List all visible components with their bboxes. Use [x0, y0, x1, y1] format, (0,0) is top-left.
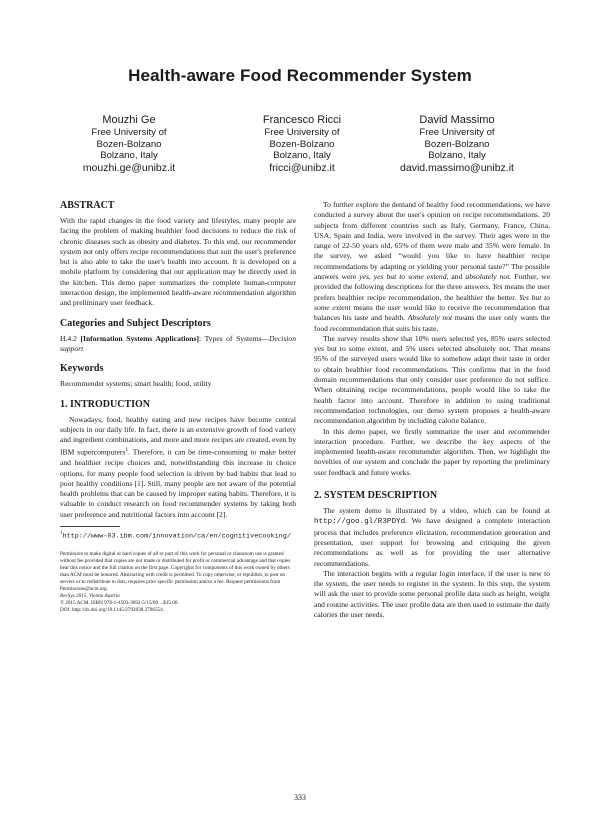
author-location: Bolzano, Italy — [100, 150, 158, 162]
introduction-section — [60, 399, 296, 541]
permission-notice — [60, 551, 296, 614]
author-location: Bolzano, Italy — [428, 150, 486, 162]
author-block — [372, 114, 542, 174]
footnote-url[interactable]: http://www-03.ibm.com/innovation/ca/en/cognitivecooking/ — [62, 532, 291, 541]
right-column — [314, 200, 550, 620]
text: . We have designed a complete interaction process that includes preference elicitation, recommendation generation and presentation, user support for browsing and critiquing the given recommendations as well as for providing the user alternative recommendations. — [314, 516, 550, 568]
author-affiliation: Free University of — [91, 127, 167, 138]
italic-text: Yes — [492, 282, 503, 292]
abstract-heading: ABSTRACT — [60, 200, 115, 211]
text: means the user would like to receive the recommendation that balances his taste and health. — [314, 302, 550, 323]
survey-paragraph — [314, 200, 550, 334]
results-paragraph: The survey results show that 10% users selected yes, 85% users selected yes but to some extent, and 5% users selected absolutely not. That means 95% of the surveyed users would like to somehow adapt their taste in order to obtain healthier food recommendations. This confirms that in the food domain recommendations that only consider user preference do not suffice. When obtaining recipe recommendations, people would like to take the health factor into account. Therefore in addition to using traditional recommendation technologies, our demo system proposes a health-aware recommendation algorithm by including calorie balance. — [314, 333, 550, 426]
system-paragraph — [314, 506, 550, 569]
author-affiliation: Free University of — [264, 127, 340, 138]
author-block — [217, 114, 387, 174]
category-code: H.4.2 — [60, 333, 81, 343]
author-affiliation: Free University of — [419, 127, 495, 138]
introduction-paragraph — [60, 415, 296, 521]
categories-heading: Categories and Subject Descriptors — [60, 317, 211, 329]
permission-text: Permission to make digital or hard copies of all or part of this work for personal or classroom use is granted without fee provided that copies are not made or distributed for profit or commercial advantage and that copies bear this notice and the full citation on the first page. Copyrights for components of this work owned by others than ACM must be honored. Abstracting with credit is permitted. To copy otherwise, or republish, to post on servers or to redistribute to lists, requires prior specific permission and/or a fee. Request permissions from Permissions@acm.org. — [60, 550, 291, 592]
author-email: mouzhi.ge@unibz.it — [82, 161, 176, 174]
text: and — [448, 272, 466, 282]
text: means the user only wants the food recommendation that suits his taste. — [314, 313, 550, 333]
footnote — [60, 526, 296, 541]
keywords-text: Recommender systems; smart health; food, utility — [60, 379, 212, 389]
author-affiliation: Bozen-Bolzano — [96, 138, 162, 150]
intro-text: Nowadays, food, healthy eating and new recipes have become central subjects in our daily life. In fact, there is an extensive growth of food variety and ingredient combinations, and more and more recipes are created, even by IBM supercomputers — [60, 414, 296, 457]
author-email: fricci@unibz.it — [269, 161, 335, 174]
page-number: 333 — [294, 793, 306, 802]
author-affiliation: Bozen-Bolzano — [424, 138, 490, 150]
copyright: © 2015 ACM. ISBN 978-1-4503-3692-5/15/09 ...$15.00. — [60, 599, 179, 606]
author-name: Mouzhi Ge — [102, 114, 156, 126]
author-email: david.massimo@unibz.it — [400, 161, 514, 174]
author-name: David Massimo — [419, 114, 495, 126]
text: Further, we provided the following descriptions for the three answers. — [314, 272, 550, 292]
categories-section — [60, 318, 296, 355]
italic-text: absolutely not. — [465, 272, 512, 282]
author-name: Francesco Ricci — [262, 114, 342, 126]
overview-paragraph: In this demo paper, we firstly summarize the user and recommender interaction procedure. Further, we describe the key aspects of the implemented health-aware recommender algorithm. Then, we highlight the novelties of our system and conclude the paper by reporting the preliminary user feedback and future works. — [314, 426, 550, 477]
category-italic: Decision support — [60, 333, 296, 353]
italic-text: yes, yes but to some extend, — [359, 272, 449, 282]
keywords-section — [60, 363, 296, 389]
categories-text — [60, 334, 296, 355]
doi: DOI: http://dx.doi.org/10.1145/2792838.2796554. — [60, 606, 165, 613]
footnote-ref: 1 — [125, 447, 129, 454]
left-column — [60, 200, 296, 614]
author-affiliation: Bozen-Bolzano — [269, 138, 335, 150]
interaction-paragraph: The interaction begins with a regular login interface, if the user is new to the system, the user needs to register in the system. In this step, the system will ask the user to provide some personal profile data such as height, weight and routine activities. The user profile data are then used to estimate the daily calories the user needs. — [314, 568, 550, 619]
footnote-mark: 1 — [60, 531, 63, 537]
introduction-heading: 1. INTRODUCTION — [60, 398, 151, 410]
paper-title: Health-aware Food Recommender System — [128, 66, 472, 85]
category-label: [Information Systems Applications] — [80, 333, 200, 343]
video-link[interactable]: http://goo.gl/R3PDYd — [314, 518, 406, 527]
author-location: Bolzano, Italy — [273, 150, 331, 162]
text: To further explore the demand of healthy food recommendations, we have conducted a survey about the user's opinion on recipe recommendations. 20 subjects from different countries such as Italy, Germany, France, China, USA, Spain and India, were involved in the survey. Their ages were in the range of 22-50 years old, 65% of them were male and 35% were female. In the survey, we asked “would you like to have healthier recipe recommendations by adapting or yielding your personal taste?” The possible answers were — [314, 200, 550, 282]
footnote-rule — [60, 526, 120, 527]
keywords-heading: Keywords — [60, 363, 104, 375]
system-description-heading: 2. SYSTEM DESCRIPTION — [314, 490, 438, 502]
text: means the user prefers healthier recipe recommendation, the healthier the better. — [314, 282, 550, 302]
category-rest: : Types of Systems— — [199, 333, 269, 343]
intro-text-cont: . Therefore, it can be time-consuming to make better and healthier recipe choices and, notwithstanding this increase in choice options, for many people food selection is driven by bad habits that lead to poor healthy conditions [1]. Still, many people are not aware of the potential health problems that can be caused by improper eating habits. Therefore, it is valuable to conduct research on food recommender systems by taking both user preference and nutritional factors into account [2]. — [60, 447, 296, 519]
author-block — [44, 114, 214, 174]
abstract-text: With the rapid changes in the food variety and lifestyles, many people are facing the problem of making healthier food decisions to reduce the risk of chronic diseases such as obesity and diabetes. To this end, our recommender system not only offers recipe recommendations that suit the user's preference but is also able to take the user's health into account. It is developed on a mobile platform by considering that our application may be directly used in the kitchen. This demo paper summarizes the complete human-computer interaction design, the implemented health-aware recommendation algorithm and preliminary user feedback. — [60, 216, 296, 308]
text: The system demo is illustrated by a video, which can be found at — [323, 506, 550, 516]
italic-text: Yes but to some extent — [314, 292, 550, 312]
abstract-section — [60, 200, 296, 309]
venue: RecSys 2015, Vienna Austria — [60, 592, 120, 599]
italic-text: Absolutely not — [407, 313, 453, 323]
